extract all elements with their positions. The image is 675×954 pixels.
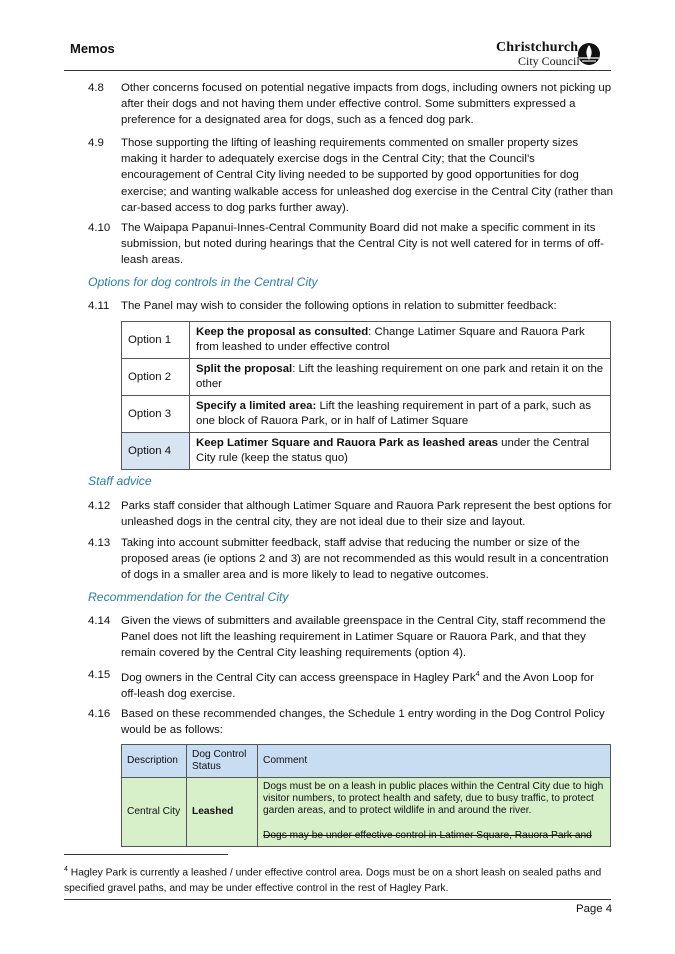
comment-text: Dogs must be on a leash in public places within the Central City due to high visitor numbers, to protect health and safety, due to busy traffic, to protect garden areas, and to protect wildlife in and around the river. bbox=[263, 781, 604, 816]
footnote bbox=[64, 862, 609, 896]
option-description bbox=[190, 433, 611, 470]
paragraph-number: 4.15 bbox=[88, 669, 111, 681]
paragraph-text: Given the views of submitters and available greenspace in the Central City, staff recommend the Panel does not lift the leashing requirement in Latimer Square or Rauora Park, and that they remain covered by the Central City leashing requirements (option 4). bbox=[121, 615, 606, 660]
paragraph-4-10 bbox=[88, 220, 613, 269]
paragraph-4-12 bbox=[88, 498, 613, 530]
comment-cell bbox=[258, 778, 611, 847]
paragraph-4-15 bbox=[88, 667, 613, 702]
paragraph-number: 4.11 bbox=[88, 300, 110, 312]
paragraph-4-14 bbox=[88, 613, 613, 662]
footnote-ref: 4 bbox=[475, 671, 480, 678]
header-rule bbox=[64, 70, 611, 71]
heading-recommendation: Recommendation for the Central City bbox=[88, 590, 289, 604]
table-row bbox=[122, 396, 611, 433]
table-row bbox=[122, 778, 611, 847]
paragraph-number: 4.12 bbox=[88, 500, 111, 512]
table-header-row bbox=[122, 745, 611, 778]
council-logo bbox=[496, 40, 600, 70]
schedule-table bbox=[121, 744, 611, 847]
paragraph-text-after: and the Avon Loop for off-leash dog exercise. bbox=[121, 671, 594, 700]
paragraph-4-13 bbox=[88, 535, 613, 584]
description-cell: Central City bbox=[122, 778, 187, 847]
paragraph-text: Parks staff consider that although Latimer Square and Rauora Park represent the best options for unleashed dogs in the central city, they are not ideal due to their size and layout. bbox=[121, 500, 612, 529]
logo-emblem-icon bbox=[577, 42, 601, 66]
logo-line2: City Council bbox=[518, 54, 580, 68]
paragraph-number: 4.8 bbox=[88, 82, 104, 94]
table-row bbox=[122, 359, 611, 396]
options-table bbox=[121, 321, 611, 470]
option-bold: Split the proposal bbox=[196, 363, 293, 375]
paragraph-text-before: Dog owners in the Central City can access greenspace in Hagley Park bbox=[121, 671, 476, 684]
paragraph-number: 4.13 bbox=[88, 537, 111, 549]
option-name: Option 3 bbox=[122, 396, 190, 433]
logo-line1: Christchurch bbox=[496, 40, 579, 55]
option-description bbox=[190, 396, 611, 433]
paragraph-number: 4.16 bbox=[88, 708, 111, 720]
option-rest: under the Central City rule (keep the status quo) bbox=[196, 437, 590, 464]
struck-comment-text: Dogs may be under effective control in Latimer Square, Rauora Park and bbox=[263, 830, 592, 841]
paragraph-text: The Waipapa Papanui-Innes-Central Community Board did not make a specific comment in its submission, but noted during hearings that the Central City is not well catered for in terms of off-leash areas. bbox=[121, 222, 604, 267]
option-rest: : Change Latimer Square and Rauora Park from leashed to under effective control bbox=[196, 326, 585, 353]
option-description bbox=[190, 322, 611, 359]
table-row bbox=[122, 433, 611, 470]
column-header: Dog Control Status bbox=[187, 745, 258, 778]
paragraph-4-8 bbox=[88, 80, 613, 129]
paragraph-text: Based on these recommended changes, the Schedule 1 entry wording in the Dog Control Policy would be as follows: bbox=[121, 708, 605, 737]
paragraph-text: The Panel may wish to consider the following options in relation to submitter feedback: bbox=[121, 300, 557, 312]
footnote-text: Hagley Park is currently a leashed / under effective control area. Dogs must be on a short leash on sealed paths and specified gravel paths, and may be under effective control in the rest of Hagley Park. bbox=[64, 867, 602, 894]
heading-staff-advice: Staff advice bbox=[88, 474, 152, 488]
paragraph-4-9 bbox=[88, 135, 613, 216]
option-bold: Keep Latimer Square and Rauora Park as leashed areas bbox=[196, 437, 498, 449]
paragraph-text: Those supporting the lifting of leashing requirements commented on smaller property sizes making it harder to adequately exercise dogs in the Central City; that the Council’s encouragement of Central City living needed to be supported by good opportunities for dog exercise; and wanting walkable access for unleashed dog exercise in the Central City (rather than car-based access to dog parks further away). bbox=[121, 137, 613, 214]
option-name: Option 4 bbox=[122, 433, 190, 470]
heading-options: Options for dog controls in the Central City bbox=[88, 275, 318, 289]
footnote-rule bbox=[64, 854, 228, 855]
column-header: Description bbox=[122, 745, 187, 778]
option-rest: : Lift the leashing requirement on one park and retain it on the other bbox=[196, 363, 604, 390]
option-name: Option 2 bbox=[122, 359, 190, 396]
paragraph-text bbox=[121, 667, 613, 702]
status-cell: Leashed bbox=[187, 778, 258, 847]
column-header: Comment bbox=[258, 745, 611, 778]
footnote-number: 4 bbox=[64, 866, 68, 873]
paragraph-text: Taking into account submitter feedback, staff advise that reducing the number or size of the proposed areas (ie options 2 and 3) are not recommended as this would result in a concentration of dogs in a smaller area and is more likely to lead to negative outcomes. bbox=[121, 537, 609, 582]
option-name: Option 1 bbox=[122, 322, 190, 359]
option-rest: Lift the leashing requirement in part of a park, such as one block of Rauora Park, or in half of Latimer Square bbox=[196, 400, 592, 427]
paragraph-number: 4.10 bbox=[88, 222, 111, 234]
paragraph-text: Other concerns focused on potential negative impacts from dogs, including owners not picking up after their dogs and not having them under effective control. Some submitters expressed a preference for a designated area for dogs, such as a fenced dog park. bbox=[121, 82, 612, 127]
option-bold: Specify a limited area: bbox=[196, 400, 317, 412]
document-title: Memos bbox=[70, 41, 115, 56]
option-bold: Keep the proposal as consulted bbox=[196, 326, 369, 338]
option-description bbox=[190, 359, 611, 396]
paragraph-4-11 bbox=[88, 298, 613, 314]
paragraph-number: 4.14 bbox=[88, 615, 111, 627]
table-row bbox=[122, 322, 611, 359]
paragraph-4-16 bbox=[88, 706, 613, 738]
footer-rule bbox=[64, 899, 611, 900]
page-number: Page 4 bbox=[576, 903, 613, 915]
paragraph-number: 4.9 bbox=[88, 137, 104, 149]
